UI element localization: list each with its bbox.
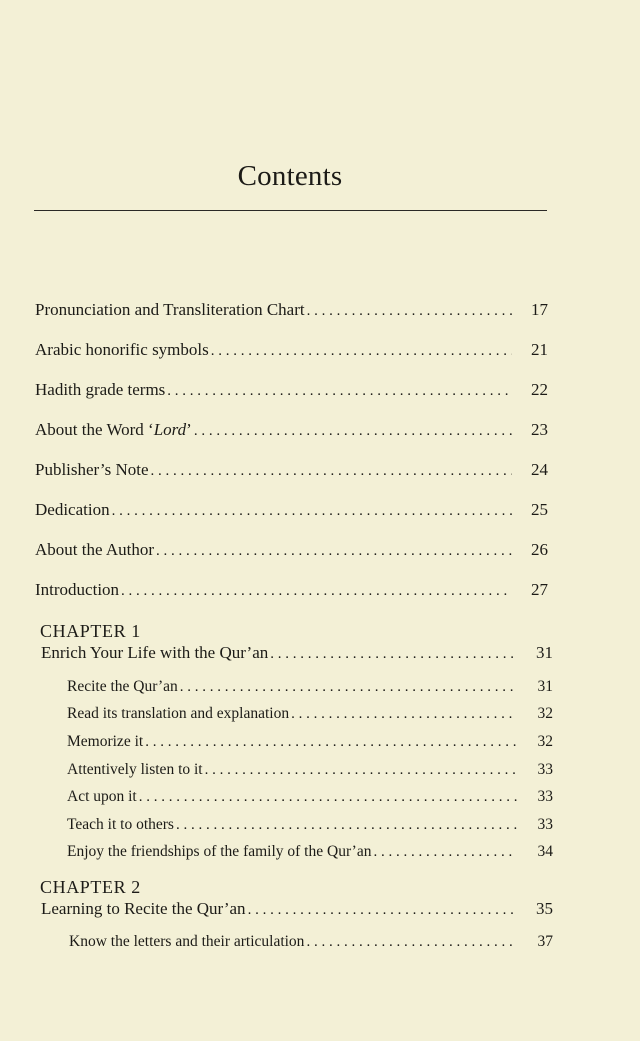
toc-entry-title: Pronunciation and Transliteration Chart — [35, 300, 305, 319]
toc-entry-title: Arabic honorific symbols — [35, 340, 209, 359]
toc-page-number: 21 — [531, 340, 548, 359]
toc-section-teach[interactable] — [67, 816, 553, 834]
toc-section-act[interactable] — [67, 788, 553, 806]
toc-entry-title: Publisher’s Note — [35, 460, 149, 479]
toc-page-number: 37 — [537, 933, 553, 950]
toc-entry-introduction[interactable] — [35, 580, 548, 600]
toc-entry-title: Recite the Qur’an — [67, 678, 178, 695]
title-rule — [34, 210, 547, 211]
toc-page-number: 24 — [531, 460, 548, 479]
dot-leader — [176, 817, 517, 834]
title-suffix: ’ — [186, 420, 192, 439]
toc-entry-title: Memorize it — [67, 733, 144, 750]
toc-page-number: 27 — [531, 580, 548, 599]
toc-entry-title: Teach it to others — [67, 816, 174, 833]
toc-section-letters-articulation[interactable] — [69, 933, 553, 951]
toc-entry-about-the-word-lord[interactable] — [35, 420, 548, 440]
dot-leader — [180, 679, 517, 696]
toc-page-number: 35 — [536, 899, 553, 918]
toc-page-number: 31 — [536, 643, 553, 662]
dot-leader — [194, 423, 512, 440]
toc-page-number: 33 — [537, 788, 553, 805]
toc-section-memorize[interactable] — [67, 733, 553, 751]
toc-entry-publishers-note[interactable] — [35, 460, 548, 480]
toc-section-listen[interactable] — [67, 761, 553, 779]
toc-entry-pronunciation-chart[interactable] — [35, 300, 548, 320]
toc-page-number: 23 — [531, 420, 548, 439]
toc-entry-hadith-grade-terms[interactable] — [35, 380, 548, 400]
toc-entry-title: Enrich Your Life with the Qur’an — [41, 643, 269, 662]
toc-section-friendships[interactable] — [67, 843, 553, 861]
page-title: Contents — [237, 160, 343, 192]
dot-leader — [156, 543, 512, 560]
toc-entry-title: Introduction — [35, 580, 120, 599]
toc-section-translation[interactable] — [67, 705, 553, 723]
dot-leader — [307, 303, 512, 320]
dot-leader — [121, 583, 512, 600]
toc-entry-dedication[interactable] — [35, 500, 548, 520]
dot-leader — [211, 343, 512, 360]
toc-entry-about-the-author[interactable] — [35, 540, 548, 560]
toc-entry-title — [35, 420, 192, 440]
toc-page-number: 32 — [537, 733, 553, 750]
dot-leader — [112, 503, 512, 520]
toc-entry-title: Attentively listen to it — [67, 761, 203, 778]
toc-page-number: 22 — [531, 380, 548, 399]
toc-chapter-1-entry[interactable] — [41, 643, 553, 663]
toc-section-recite[interactable] — [67, 678, 553, 696]
toc-page-number: 17 — [531, 300, 548, 319]
toc-page-number: 26 — [531, 540, 548, 559]
toc-entry-title: Enjoy the friendships of the family of the Qur’an — [67, 843, 372, 860]
dot-leader — [139, 789, 517, 806]
toc-page-number: 32 — [537, 705, 553, 722]
toc-page-number: 34 — [537, 843, 553, 860]
dot-leader — [373, 844, 517, 861]
toc-entry-title: Know the letters and their articulation — [69, 933, 305, 950]
toc-entry-honorific-symbols[interactable] — [35, 340, 548, 360]
toc-entry-title: About the Author — [35, 540, 154, 559]
dot-leader — [151, 463, 513, 480]
dot-leader — [270, 646, 517, 663]
chapter-1-heading: CHAPTER 1 — [40, 621, 141, 641]
toc-page-number: 31 — [537, 678, 553, 695]
title-italic: Lord — [153, 420, 187, 439]
dot-leader — [248, 902, 517, 919]
toc-entry-title: Read its translation and explanation — [67, 705, 290, 722]
toc-page-number: 25 — [531, 500, 548, 519]
toc-chapter-2-entry[interactable] — [41, 899, 553, 919]
toc-entry-title: Dedication — [35, 500, 110, 519]
dot-leader — [167, 383, 512, 400]
toc-page-number: 33 — [537, 816, 553, 833]
dot-leader — [205, 762, 517, 779]
title-prefix: About the Word ‘ — [35, 420, 154, 439]
dot-leader — [291, 706, 517, 723]
dot-leader — [306, 934, 517, 951]
toc-entry-title: Learning to Recite the Qur’an — [41, 899, 246, 918]
toc-entry-title: Act upon it — [67, 788, 137, 805]
dot-leader — [145, 734, 517, 751]
chapter-2-heading: CHAPTER 2 — [40, 877, 141, 897]
toc-entry-title: Hadith grade terms — [35, 380, 166, 399]
toc-page-number: 33 — [537, 761, 553, 778]
